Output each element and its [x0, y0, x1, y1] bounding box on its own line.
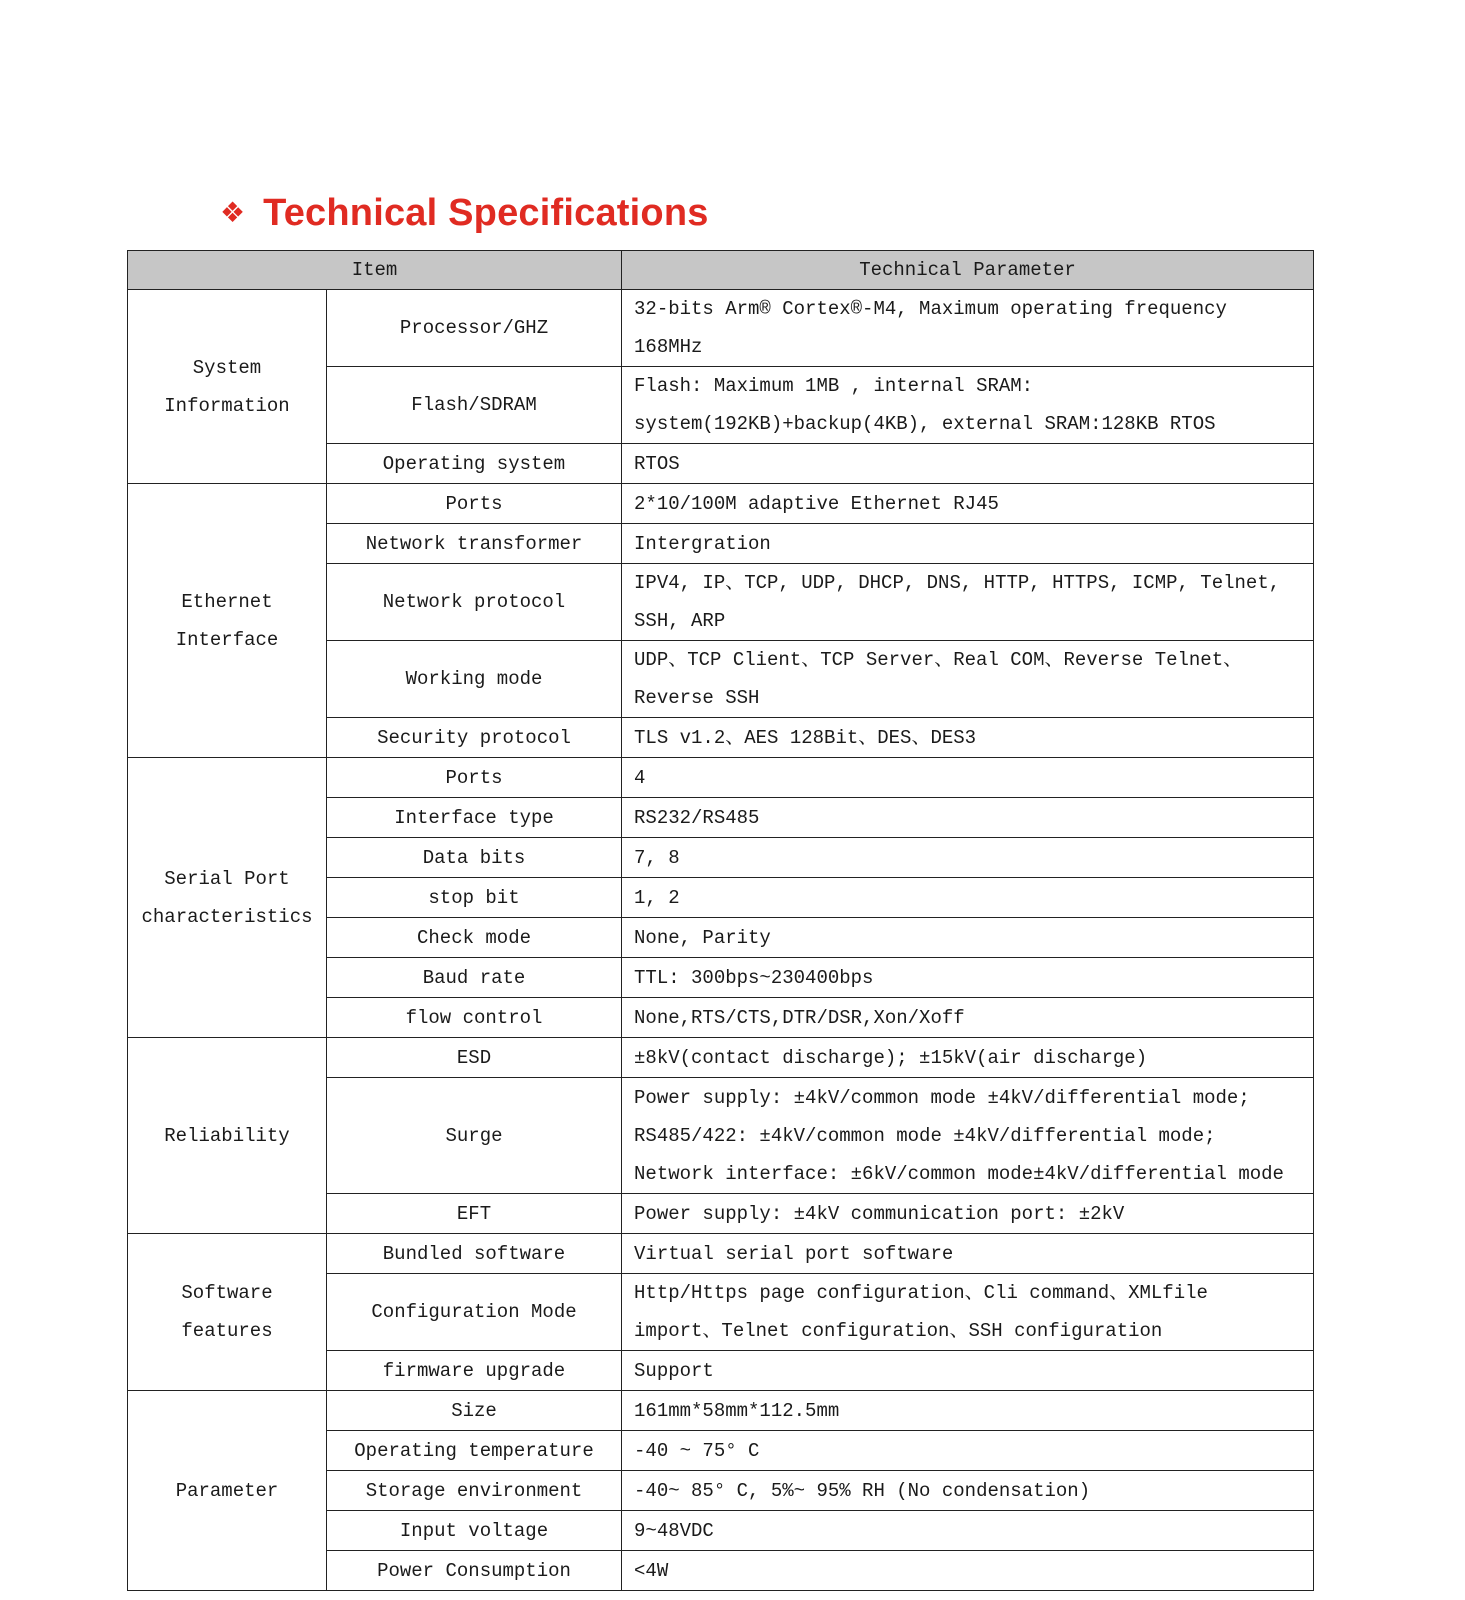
item-cell: Security protocol — [327, 718, 622, 758]
value-cell: RTOS — [622, 444, 1314, 484]
item-cell: Baud rate — [327, 958, 622, 998]
value-cell: 161mm*58mm*112.5mm — [622, 1391, 1314, 1431]
value-cell: TTL: 300bps~230400bps — [622, 958, 1314, 998]
diamond-bullet-icon: ❖ — [220, 197, 246, 228]
item-cell: Power Consumption — [327, 1551, 622, 1591]
table-row — [128, 1038, 1314, 1078]
item-cell: Ports — [327, 484, 622, 524]
table-row — [128, 1234, 1314, 1274]
item-cell: Processor/GHZ — [327, 290, 622, 367]
value-cell: 32-bits Arm® Cortex®-M4, Maximum operating frequency 168MHz — [622, 290, 1314, 367]
group-serial-port: Serial Port characteristics — [128, 758, 327, 1038]
value-cell: Flash: Maximum 1MB , internal SRAM: system(192KB)+backup(4KB), external SRAM:128KB RTOS — [622, 367, 1314, 444]
item-cell: Working mode — [327, 641, 622, 718]
value-cell: 1, 2 — [622, 878, 1314, 918]
value-cell: Intergration — [622, 524, 1314, 564]
item-cell: firmware upgrade — [327, 1351, 622, 1391]
value-cell: 4 — [622, 758, 1314, 798]
value-cell: Power supply: ±4kV/common mode ±4kV/differential mode; RS485/422: ±4kV/common mode ±4kV/differential mode; Network interface: ±6kV/common mode±4kV/differential mode — [622, 1078, 1314, 1194]
value-cell: <4W — [622, 1551, 1314, 1591]
item-cell: Check mode — [327, 918, 622, 958]
item-cell: Network transformer — [327, 524, 622, 564]
value-cell: -40~ 85° C, 5%~ 95% RH (No condensation) — [622, 1471, 1314, 1511]
item-cell: Size — [327, 1391, 622, 1431]
item-cell: Network protocol — [327, 564, 622, 641]
value-cell: RS232/RS485 — [622, 798, 1314, 838]
item-cell: Storage environment — [327, 1471, 622, 1511]
table-row — [128, 290, 1314, 367]
group-software-features: Software features — [128, 1234, 327, 1391]
value-cell: 9~48VDC — [622, 1511, 1314, 1551]
item-cell: Bundled software — [327, 1234, 622, 1274]
item-cell: Data bits — [327, 838, 622, 878]
item-cell: Surge — [327, 1078, 622, 1194]
group-parameter: Parameter — [128, 1391, 327, 1591]
value-cell: None, Parity — [622, 918, 1314, 958]
item-cell: Flash/SDRAM — [327, 367, 622, 444]
section-heading — [220, 188, 709, 238]
header-item: Item — [128, 251, 622, 290]
value-cell: 7, 8 — [622, 838, 1314, 878]
value-cell: Support — [622, 1351, 1314, 1391]
group-system-information: System Information — [128, 290, 327, 484]
spec-table — [127, 250, 1314, 1591]
item-cell: Input voltage — [327, 1511, 622, 1551]
value-cell: 2*10/100M adaptive Ethernet RJ45 — [622, 484, 1314, 524]
value-cell: Power supply: ±4kV communication port: ±2kV — [622, 1194, 1314, 1234]
item-cell: Operating system — [327, 444, 622, 484]
value-cell: IPV4, IP、TCP, UDP, DHCP, DNS, HTTP, HTTPS, ICMP, Telnet, SSH, ARP — [622, 564, 1314, 641]
header-parameter: Technical Parameter — [622, 251, 1314, 290]
item-cell: EFT — [327, 1194, 622, 1234]
item-cell: Configuration Mode — [327, 1274, 622, 1351]
value-cell: Http/Https page configuration、Cli command、XMLfile import、Telnet configuration、SSH configuration — [622, 1274, 1314, 1351]
item-cell: Interface type — [327, 798, 622, 838]
group-ethernet-interface: Ethernet Interface — [128, 484, 327, 758]
group-reliability: Reliability — [128, 1038, 327, 1234]
table-row — [128, 484, 1314, 524]
item-cell: stop bit — [327, 878, 622, 918]
value-cell: UDP、TCP Client、TCP Server、Real COM、Reverse Telnet、Reverse SSH — [622, 641, 1314, 718]
item-cell: Ports — [327, 758, 622, 798]
value-cell: Virtual serial port software — [622, 1234, 1314, 1274]
item-cell: flow control — [327, 998, 622, 1038]
item-cell: Operating temperature — [327, 1431, 622, 1471]
value-cell: TLS v1.2、AES 128Bit、DES、DES3 — [622, 718, 1314, 758]
value-cell: ±8kV(contact discharge); ±15kV(air discharge) — [622, 1038, 1314, 1078]
table-row — [128, 758, 1314, 798]
table-row — [128, 1391, 1314, 1431]
value-cell: None,RTS/CTS,DTR/DSR,Xon/Xoff — [622, 998, 1314, 1038]
page-title: Technical Specifications — [263, 191, 709, 234]
item-cell: ESD — [327, 1038, 622, 1078]
value-cell: -40 ~ 75° C — [622, 1431, 1314, 1471]
